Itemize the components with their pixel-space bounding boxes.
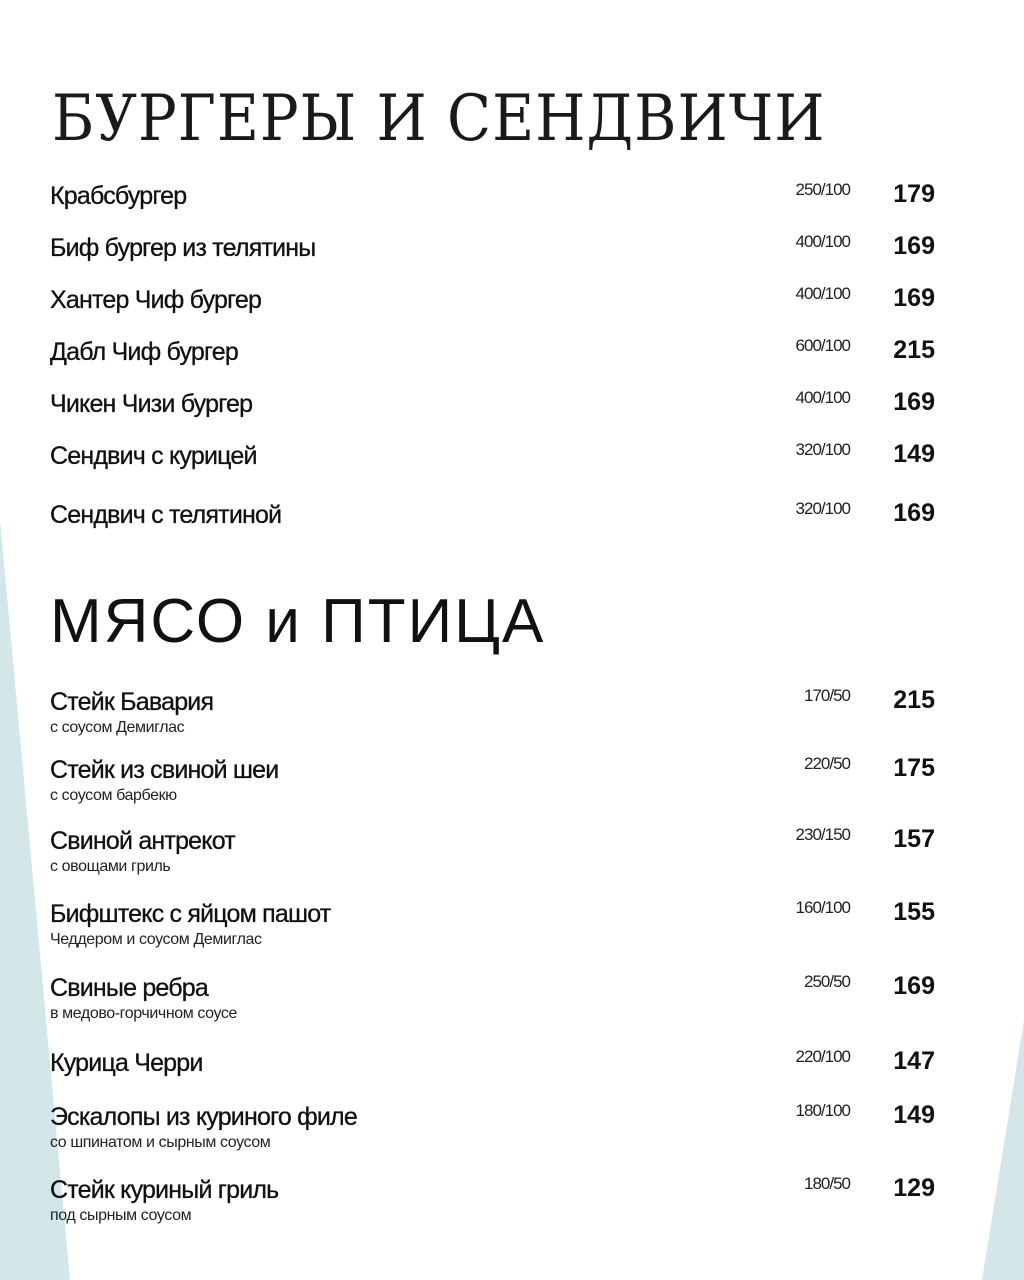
item-price: 179 [893, 180, 935, 208]
item-weight: 220/50 [804, 754, 850, 773]
item-description: под сырным соусом [50, 1207, 192, 1224]
item-description: в медово-горчичном соусе [50, 1005, 238, 1022]
item-weight: 320/100 [795, 499, 850, 518]
item-name: Стейк Бавария [50, 688, 214, 716]
item-weight: 400/100 [795, 388, 850, 407]
item-price: 215 [893, 336, 935, 364]
item-weight: 180/100 [795, 1101, 850, 1120]
item-name: Эскалопы из куриного филе [50, 1103, 357, 1131]
section-title-meat-poultry: МЯСО и ПТИЦА [50, 587, 546, 656]
item-name: Курица Черри [50, 1049, 203, 1077]
item-name: Сендвич с телятиной [50, 501, 282, 529]
item-price: 169 [893, 972, 935, 1000]
item-weight: 180/50 [804, 1174, 850, 1193]
item-price: 155 [893, 898, 935, 926]
item-weight: 170/50 [804, 686, 850, 705]
item-weight: 220/100 [795, 1047, 850, 1066]
item-name: Бифштекс с яйцом пашот [50, 900, 331, 928]
item-name: Хантер Чиф бургер [50, 286, 262, 314]
item-price: 169 [893, 232, 935, 260]
item-weight: 600/100 [795, 336, 850, 355]
item-price: 175 [893, 754, 935, 782]
item-description: с соусом Демиглас [50, 719, 185, 736]
item-weight: 230/150 [795, 825, 850, 844]
item-weight: 400/100 [795, 232, 850, 251]
item-price: 169 [893, 284, 935, 312]
item-weight: 400/100 [795, 284, 850, 303]
item-name: Стейк из свиной шеи [50, 756, 279, 784]
item-weight: 320/100 [795, 440, 850, 459]
item-name: Сендвич с курицей [50, 442, 257, 470]
item-weight: 250/50 [804, 972, 850, 991]
item-name: Дабл Чиф бургер [50, 338, 238, 366]
section-title-burgers: БУРГЕРЫ И СЕНДВИЧИ [52, 82, 826, 156]
decorative-shape-right [964, 1020, 1024, 1280]
item-description: с овощами гриль [50, 858, 171, 875]
item-description: с соусом барбекю [50, 787, 177, 804]
item-price: 147 [893, 1047, 935, 1075]
item-weight: 250/100 [795, 180, 850, 199]
item-price: 149 [893, 1101, 935, 1129]
item-name: Стейк куриный гриль [50, 1176, 279, 1204]
item-name: Чикен Чизи бургер [50, 390, 253, 418]
item-name: Крабсбургер [50, 182, 187, 210]
item-price: 169 [893, 388, 935, 416]
item-name: Свиной антрекот [50, 827, 235, 855]
item-name: Свиные ребра [50, 974, 208, 1002]
item-description: со шпинатом и сырным соусом [50, 1134, 271, 1151]
item-name: Биф бургер из телятины [50, 234, 316, 262]
item-price: 157 [893, 825, 935, 853]
item-price: 149 [893, 440, 935, 468]
item-weight: 160/100 [795, 898, 850, 917]
item-price: 169 [893, 499, 935, 527]
item-price: 129 [893, 1174, 935, 1202]
item-price: 215 [893, 686, 935, 714]
item-description: Чеддером и соусом Демиглас [50, 931, 262, 948]
